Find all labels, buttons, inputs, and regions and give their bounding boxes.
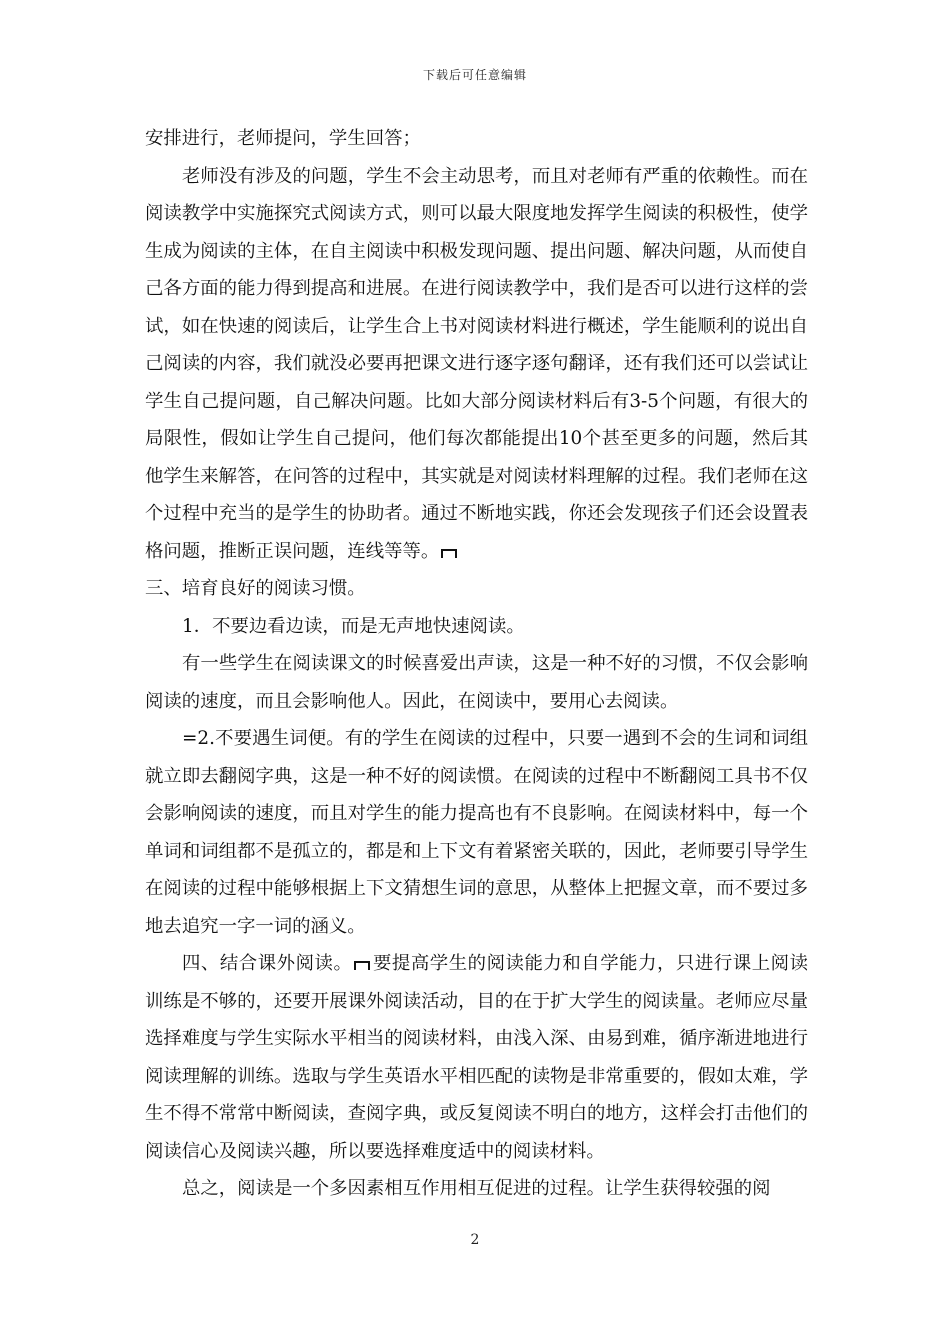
list-item-text: 1．不要边看边读，而是无声地快速阅读。 <box>182 615 525 637</box>
paragraph-conclusion <box>145 1170 808 1208</box>
page-number: 2 <box>470 1232 480 1248</box>
section-heading-reading-habits <box>145 570 808 608</box>
paragraph-new-words <box>145 720 808 945</box>
paragraph-text: 老师没有涉及的问题，学生不会主动思考，而且对老师有严重的依赖性。而在阅读教学中实施探究式阅读方式，则可以最大限度地发挥学生阅读的积极性，使学生成为阅读的主体，在自主阅读中积极发现问题、提出问题、解决问题，从而使自己各方面的能力得到提高和进展。在进行阅读教学中，我们是否可以进行这样的尝试，如在快速的阅读后，让学生合上书对阅读材料进行概述，学生能顺利的说出自己阅读的内容，我们就没必要再把课文进行逐字逐句翻译，还有我们还可以尝试让学生自己提问题，自己解决问题。比如大部分阅读材料后有3-5个问题，有很大的局限性，假如让学生自己提问，他们每次都能提出10个甚至更多的问题，然后其他学生来解答，在问答的过程中，其实就是对阅读材料理解的过程。我们老师在这个过程中充当的是学生的协助者。通过不断地实践，你还会发现孩子们还会设置表格问题，推断正误问题，连线等等。 <box>145 165 808 562</box>
insertion-mark-icon <box>354 961 370 970</box>
paragraph-text: 有一些学生在阅读课文的时候喜爱出声读，这是一种不好的习惯，不仅会影响阅读的速度，而且会影响他人。因此，在阅读中，要用心去阅读。 <box>145 653 808 712</box>
paragraph-text: 2.不要遇生词便。有的学生在阅读的过程中，只要一遇到不会的生词和词组就立即去翻阅字典，这是一种不好的阅读惯。在阅读的过程中不断翻阅工具书不仅会影响阅读的速度，而且对学生的能力提高也有不良影响。在阅读材料中，每一个单词和词组都不是孤立的，都是和上下文有着紧密关联的，因此，老师要引导学生在阅读的过程中能够根据上下文猜想生词的意思，从整体上把握文章，而不要过多地去追究一字一词的涵义。 <box>145 728 808 937</box>
paragraph-continuation <box>145 120 808 158</box>
paragraph-reading-aloud <box>145 645 808 720</box>
page-header: 下载后可任意编辑 <box>422 68 527 82</box>
heading-text: 三、培育良好的阅读习惯。 <box>145 578 366 599</box>
section-lead: 四、结合课外阅读。 <box>182 953 353 974</box>
list-item-silent-reading <box>145 608 808 646</box>
document-body <box>145 120 808 1208</box>
paragraph-text: 要提高学生的阅读能力和自学能力，只进行课上阅读训练是不够的，还要开展课外阅读活动，目的在于扩大学生的阅读量。老师应尽量选择难度与学生实际水平相当的阅读材料，由浅入深、由易到难，循序渐进地进行阅读理解的训练。选取与学生英语水平相匹配的读物是非常重要的，假如太难，学生不得不常常中断阅读，查阅字典，或反复阅读不明白的地方，这样会打击他们的阅读信心及阅读兴趣，所以要选择难度适中的阅读材料。 <box>145 953 808 1162</box>
insertion-mark-icon <box>441 549 457 558</box>
paragraph-extracurricular-reading <box>145 945 808 1170</box>
paragraph-text: 安排进行，老师提问，学生回答； <box>145 128 421 149</box>
stray-mark: = <box>182 728 198 749</box>
paragraph-inquiry-reading <box>145 158 808 571</box>
paragraph-text: 总之，阅读是一个多因素相互作用相互促进的过程。让学生获得较强的阅 <box>182 1178 771 1199</box>
